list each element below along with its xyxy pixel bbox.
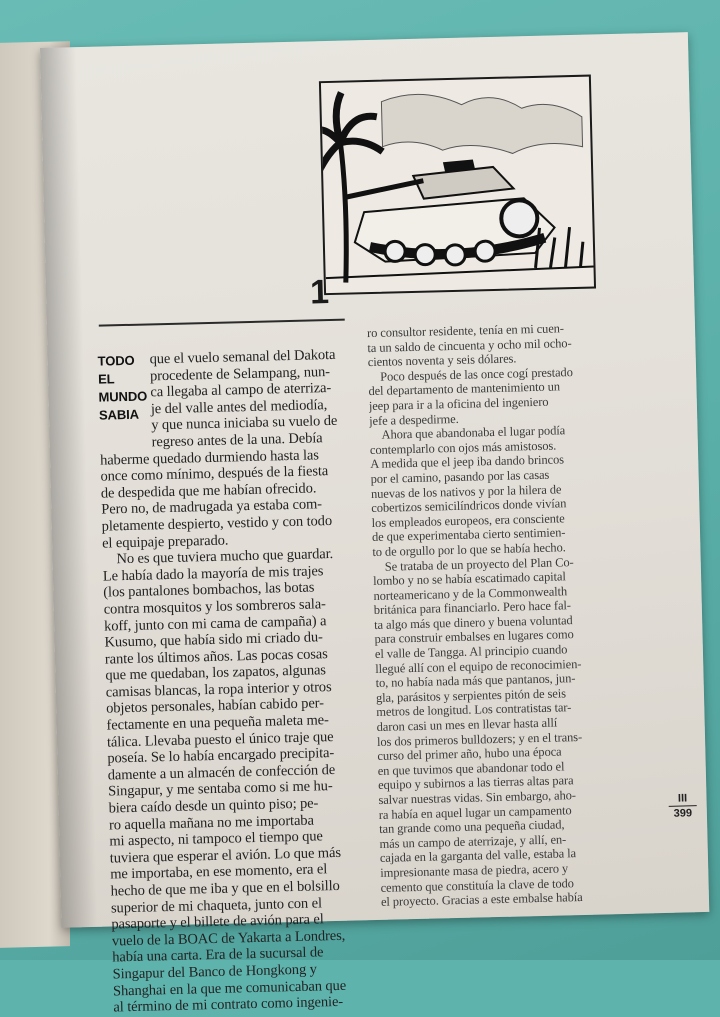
text-line: Ahora que abandonaba el lugar podía (381, 423, 566, 442)
text-line: ro aquella mañana no me importaba (108, 812, 315, 834)
book-page (40, 32, 709, 1016)
text-line: ra había en aquel lugar un campamento (378, 802, 572, 822)
text-line: tálica. Llevaba puesto el único traje que (106, 728, 334, 751)
text-line: fectamente en una pequeña maleta me- (106, 712, 329, 734)
text-line: daron casi un mes en llevar hasta allí (376, 715, 558, 735)
text-line: al término de mi contrato como ingenie- (113, 994, 344, 1016)
tank-illustration (319, 75, 596, 296)
text-line: que el vuelo semanal del Dakota (149, 346, 336, 368)
chapter-number: 1 (309, 273, 330, 312)
text-line: Singapur del Banco de Hongkong y (112, 961, 317, 983)
text-line: Se trataba de un proyecto del Plan Co- (384, 554, 574, 574)
text-line: koff, junto con mi cama de campaña) a (103, 612, 327, 635)
text-line: gla, parásitos y serpientes pitón de seis (375, 686, 567, 705)
text-line: objetos personales, habían cabido per- (105, 695, 325, 718)
text-line: curso del primer año, hubo una época (377, 744, 562, 764)
text-line: camisas blancas, la ropa interior y otros (105, 678, 332, 701)
text-line: biera caído desde un quinto piso; pe- (108, 795, 319, 817)
text-line: superior de mi chaqueta, junto con el (110, 894, 323, 917)
text-line: en que tuvimos que abandonar todo el (377, 759, 565, 778)
text-line: el valle de Tangga. Al principio cuando (374, 642, 568, 662)
text-line: había una carta. Era de la sucursal de (112, 944, 324, 966)
text-line: por el camino, pasando por las casas (370, 467, 550, 486)
text-line: ta algo más que dinero y buena voluntad (374, 613, 573, 632)
text-line: más un campo de aterrizaje, y allí, en- (379, 832, 567, 851)
folio-page-number: 399 (673, 807, 693, 820)
text-line: regreso antes de la una. Debía (151, 430, 323, 451)
text-line: norteamericano y de la Commonwealth (373, 583, 568, 603)
text-line: haberme quedado durmiendo hasta las (99, 446, 319, 469)
text-line: el proyecto. Gracias a este embalse había (380, 890, 583, 910)
text-line: cientos noventa y seis dólares. (367, 351, 517, 370)
lead-word: TODO (97, 352, 135, 369)
text-line: once como mínimo, después de la fiesta (100, 463, 329, 485)
text-line: Le había dado la mayoría de mis trajes (102, 562, 324, 585)
text-line: rante los últimos años. Las pocas cosas (104, 645, 328, 668)
text-line: ta un saldo de cincuenta y ocho mil ocho- (367, 335, 572, 355)
text-line: to, no había nada más que pantanos, jun- (375, 671, 576, 691)
text-line: contra mosquitos y los sombreros sala- (103, 596, 327, 618)
text-line: No es que tuviera mucho que guardar. (116, 546, 334, 568)
lead-word: MUNDO (98, 388, 148, 405)
text-line: metros de longitud. Los contratistas tar- (376, 700, 572, 720)
text-line: damente a un almacén de confección de (107, 761, 336, 784)
text-line: que me quedaban, los zapatos, algunas (105, 662, 327, 684)
text-line: nuevas de los nativos y por la hilera de (370, 481, 562, 501)
text-line: británica para financiarlo. Pero hace fal- (373, 598, 572, 618)
text-line: procedente de Selampang, nun- (149, 363, 331, 385)
text-line: me importaba, en ese momento, era el (110, 861, 328, 883)
chapter-rule (99, 319, 345, 327)
text-line: ca llegaba al campo de aterriza- (150, 380, 332, 401)
text-line: pasaporte y el billete de avión para el (111, 911, 324, 933)
text-line: pletamente despierto, vestido y con todo (101, 512, 333, 535)
text-line: tan grande como una pequeña ciudad, (379, 817, 565, 837)
lead-word: SABIA (98, 406, 140, 423)
text-line: Pero no, de madrugada ya estaba com- (101, 496, 323, 518)
text-line: tuviera que esperar el avión. Lo que más (109, 844, 342, 867)
text-line: llegué allí con el equipo de reconocimien- (375, 656, 582, 676)
text-line: y que nunca iniciaba su vuelo de (151, 413, 338, 434)
text-line: contemplarlo con ojos más amistosos. (369, 438, 557, 457)
text-line: el equipaje preparado. (101, 532, 229, 552)
text-line: impresionante masa de piedra, acero y (380, 861, 569, 880)
text-line: poseía. Se lo había encargado precipita- (107, 745, 335, 767)
text-line: vuelo de la BOAC de Yakarta a Londres, (111, 927, 346, 950)
lead-words (97, 351, 149, 424)
text-line: equipo y subirnos a las tierras altas para (377, 773, 574, 793)
text-line: (los pantalones bombachos, las botas (103, 579, 315, 601)
text-line: jefe a despedirme. (369, 411, 459, 428)
text-line: je del valle antes del mediodía, (150, 396, 328, 418)
text-line: to de orgullo por lo que se había hecho. (372, 540, 566, 559)
lead-word: EL (97, 371, 115, 387)
text-line: Poco después de las once cogí prestado (379, 364, 573, 384)
text-line: hecho de que me iba y que en el bolsillo (110, 877, 340, 900)
left-text-column (97, 346, 383, 1016)
page-folio (668, 792, 697, 820)
text-line: cajada en la garganta del valle, estaba la (379, 846, 577, 866)
text-line: cemento que constituía la clave de todo (380, 875, 574, 895)
text-line: lombo y no se había escatimado capital (372, 569, 566, 589)
text-line: de que experimentaba cierto sentimien- (371, 525, 566, 545)
text-line: cobertizos semicilíndricos donde vivían (371, 496, 567, 516)
text-line: salvar nuestras vidas. Sin embargo, aho- (378, 788, 577, 807)
text-line: jeep para ir a la oficina del ingeniero (368, 394, 549, 414)
text-line: los dos primeros bulldozers; y en el trans- (376, 729, 583, 749)
text-line: para construir embalses en lugares como (374, 627, 574, 647)
text-line: Shanghai en la que me comunicaban que (112, 977, 347, 1000)
text-line: los empleados europeos, era consciente (371, 511, 565, 530)
text-line: A medida que el jeep iba dando brincos (370, 452, 565, 472)
text-line: Singapur, y me sentaba como si me hu- (108, 778, 333, 800)
text-line: de despedida que me habían ofrecido. (100, 480, 317, 502)
text-line: del departamento de mantenimiento un (368, 379, 561, 399)
text-line: ro consultor residente, tenía en mi cuen- (366, 321, 565, 341)
text-line: mi aspecto, ni tampoco el tiempo que (109, 828, 323, 850)
right-text-column (367, 319, 669, 910)
folio-section: III (677, 792, 688, 805)
text-line: Kusumo, que había sido mi criado du- (104, 629, 323, 651)
